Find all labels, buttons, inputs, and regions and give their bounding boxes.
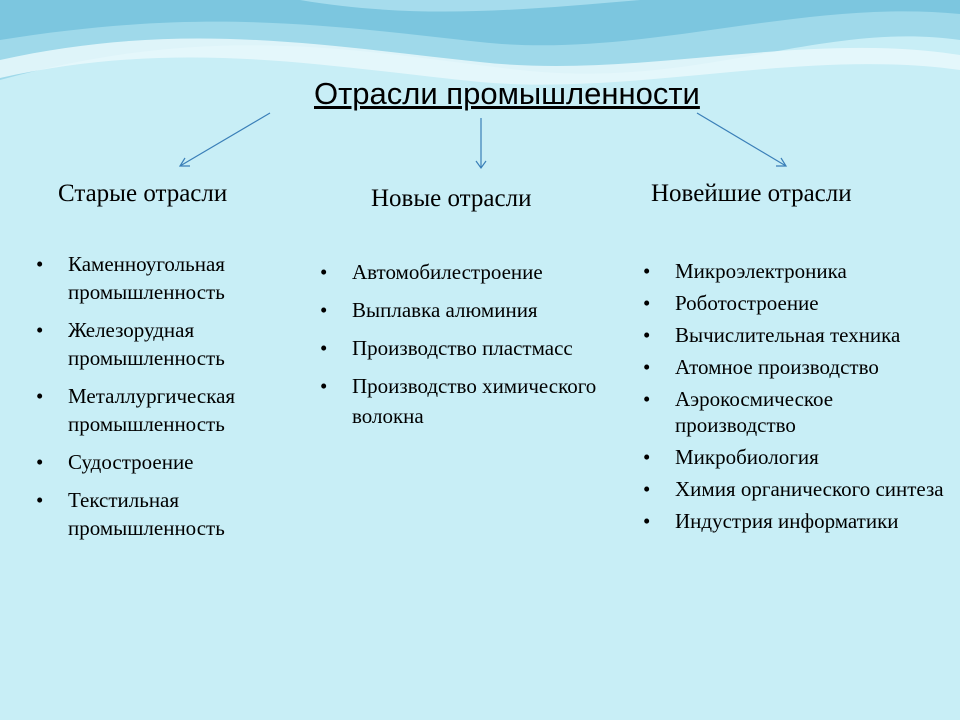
list-item: • Вычислительная техника xyxy=(643,323,901,347)
list-new xyxy=(320,257,607,439)
list-item: • Выплавка алюминия xyxy=(320,298,538,322)
list-item: • Металлургическая промышленность xyxy=(36,384,236,436)
heading-old: Старые отрасли xyxy=(58,180,228,207)
list-old xyxy=(36,250,298,552)
list-item: • Индустрия информатики xyxy=(643,509,899,533)
arrow-left xyxy=(180,113,270,166)
arrow-right xyxy=(697,113,786,166)
list-item: • Железорудная промышленность xyxy=(36,318,225,370)
list-item: • Микроэлектроника xyxy=(643,259,847,283)
list-item: • Производство химического волокна xyxy=(320,374,597,428)
list-item: • Аэрокосмическое производство xyxy=(643,387,834,437)
page-title: Отрасли промышленности xyxy=(314,76,700,111)
list-item: • Каменноугольная промышленность xyxy=(36,252,225,304)
list-item: • Роботостроение xyxy=(643,291,819,315)
list-item: • Автомобилестроение xyxy=(320,260,543,284)
heading-newest: Новейшие отрасли xyxy=(651,180,852,207)
list-item: • Текстильная промышленность xyxy=(36,488,225,540)
heading-new: Новые отрасли xyxy=(371,185,532,212)
list-item: • Химия органического синтеза xyxy=(643,477,944,501)
list-item: • Атомное производство xyxy=(643,355,879,379)
list-newest xyxy=(643,258,945,540)
list-item: • Микробиология xyxy=(643,445,819,469)
list-item: • Судостроение xyxy=(36,450,194,474)
list-item: • Производство пластмасс xyxy=(320,336,573,360)
